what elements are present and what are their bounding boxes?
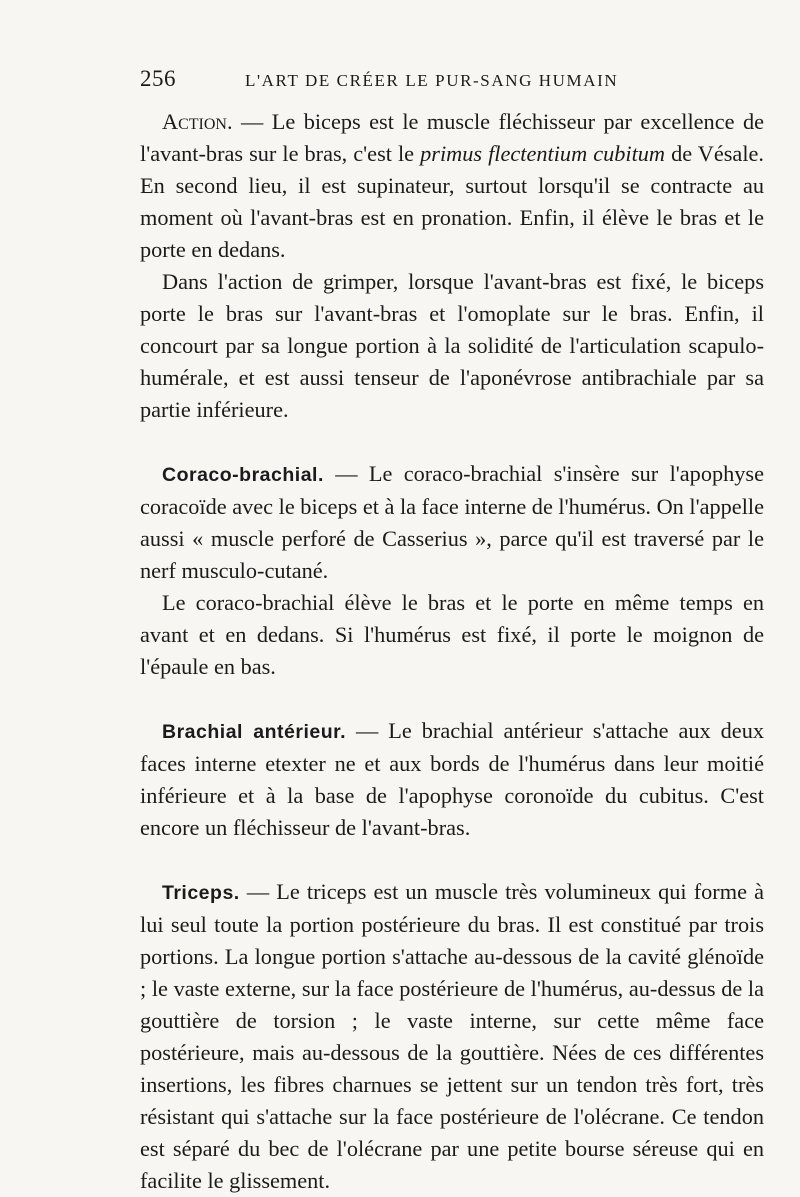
coraco-brachial-paragraph bbox=[140, 458, 764, 587]
running-title: L'ART DE CRÉER LE PUR-SANG HUMAIN bbox=[245, 71, 619, 90]
brachial-anterieur-text: — Le brachial antérieur s'attache aux deux faces interne etexter ne et aux bords de l'humérus dans leur moitié inférieure et à la base de l'apophyse coronoïde du cubitus. C'est encore un fléchisseur de l'avant-bras. bbox=[140, 718, 764, 840]
page-number: 256 bbox=[140, 66, 176, 91]
action-text-2: de Vésale. En second lieu, il est supinateur, surtout lorsqu'il se contracte au moment où l'avant-bras est en pronation. Enfin, il élève le bras et le porte en dedans. bbox=[140, 141, 764, 262]
coraco-brachial-paragraph-2: Le coraco-brachial élève le bras et le porte en même temps en avant et en dedans. Si l'humérus est fixé, il porte le moignon de l'épaule en bas. bbox=[140, 590, 764, 679]
brachial-anterieur-heading: Brachial antérieur. bbox=[162, 721, 347, 743]
action-paragraph-2: Dans l'action de grimper, lorsque l'avant-bras est fixé, le biceps porte le bras sur l'avant-bras et l'omoplate sur le bras. Enfin, il concourt par sa longue portion à la solidité de l'articulation scapulo-humérale, et est aussi tenseur de l'aponévrose antibrachiale par sa partie inférieure. bbox=[140, 269, 764, 422]
brachial-anterieur-paragraph bbox=[140, 715, 764, 844]
action-text-1: — Le biceps est le muscle fléchisseur par excellence de l'avant-bras sur le bras, c'est le bbox=[140, 109, 764, 166]
triceps-text: — Le triceps est un muscle très volumineux qui forme à lui seul toute la portion postérieure du bras. Il est constitué par trois portions. La longue portion s'attache au-dessous de la cavité glénoïde ; le vaste externe, sur la face postérieure de l'humérus, au-dessus de la gouttière de torsion ; le vaste interne, sur cette même face postérieure, mais au-dessous de la gouttière. Nées de ces différentes insertions, les fibres charnues se jettent sur un tendon très fort, très résistant qui s'attache sur la face postérieure de l'olécrane. Ce tendon est séparé du bec de l'olécrane par une petite bourse séreuse qui en facilite le glissement. bbox=[140, 879, 764, 1193]
page-header bbox=[140, 66, 764, 106]
triceps-heading: Triceps. bbox=[162, 882, 240, 904]
action-italic-quote: primus flectentium cubitum bbox=[420, 141, 666, 166]
action-paragraph bbox=[140, 106, 764, 266]
coraco-brachial-heading: Coraco-brachial. bbox=[162, 464, 324, 486]
coraco-brachial-text: — Le coraco-brachial s'insère sur l'apophyse coracoïde avec le biceps et à la face interne de l'humérus. On l'appelle aussi « muscle perforé de Casserius », parce qu'il est traversé par le nerf musculo-cutané. bbox=[140, 461, 764, 583]
triceps-paragraph bbox=[140, 876, 764, 1197]
action-label: Action. bbox=[162, 109, 233, 134]
